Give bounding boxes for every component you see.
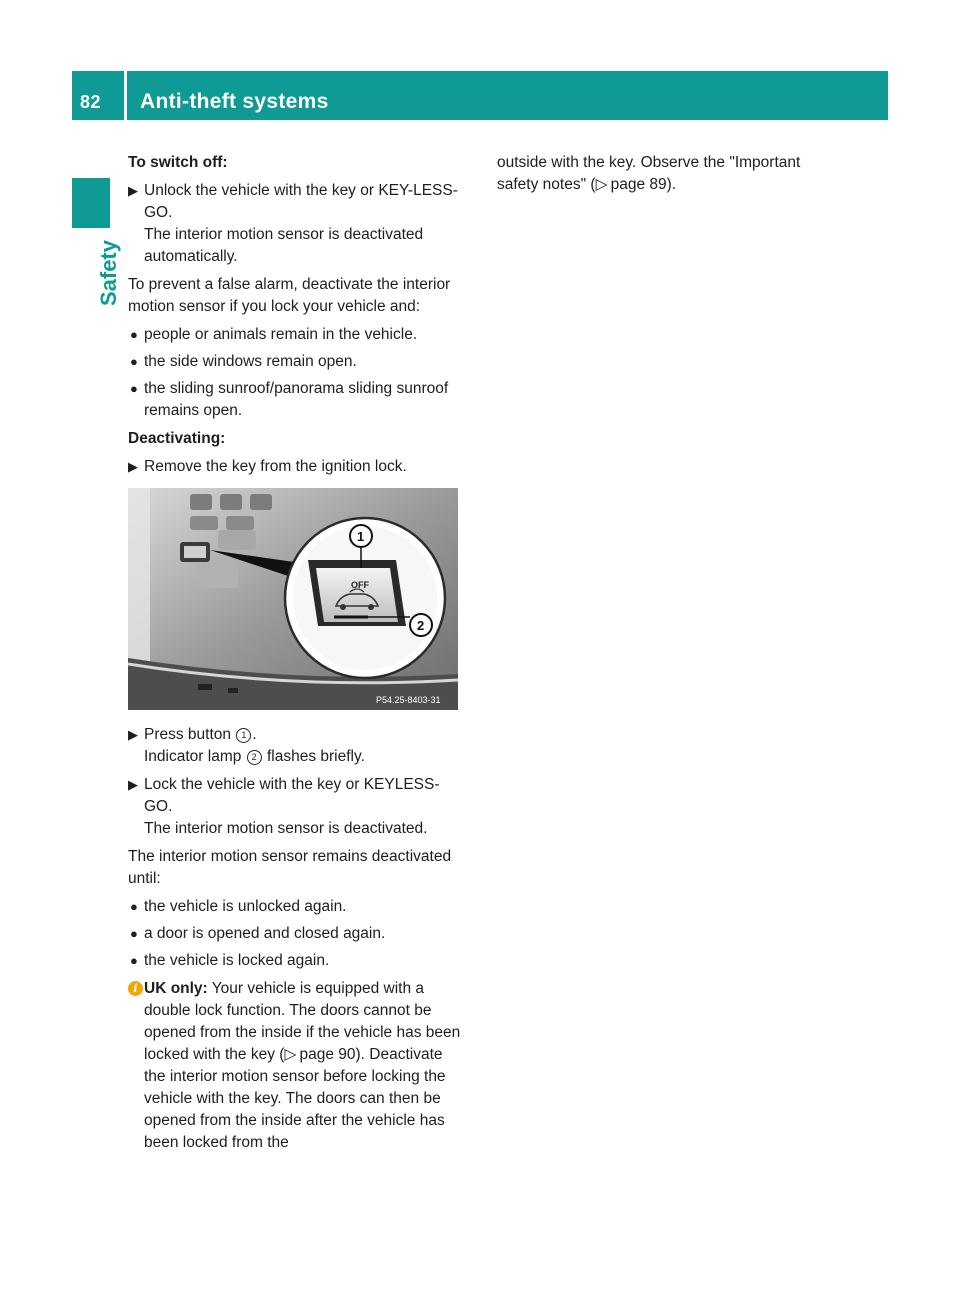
page-ref-arrow-icon: ▷ [595,176,611,193]
bullet-icon: ● [130,953,138,968]
remove-key-step [128,456,463,478]
page-number: 82 [80,92,102,112]
indicator-text: Indicator lamp 2 flashes briefly. [144,748,365,765]
bullet-icon: ● [130,926,138,941]
info-text-2: ). Deactivate the interior motion sensor before locking the vehicle with the key. The doors can then be opened from the inside after the vehicle has been locked from the [144,1046,446,1151]
list-item: ● the vehicle is locked again. [128,950,463,972]
arrow-icon: ▶ [128,727,138,742]
page-ref-arrow-icon: ▷ [284,1046,300,1063]
figure-callout-2: 2 [417,618,425,633]
lock-result: The interior motion sensor is deactivated. [144,820,428,837]
press-button-text: Press button 1 . [144,726,257,743]
right-column [497,152,827,202]
overhead-control-panel-image [128,488,458,710]
list-item: ● a door is opened and closed again. [128,923,463,945]
section-title: Anti-theft systems [140,90,329,113]
side-label-text: Safety [96,240,121,307]
lock-step [128,774,463,840]
safety-notes-page-ref[interactable]: page 89 [610,176,667,193]
bullet-icon: ● [130,899,138,914]
callout-1-ref: 1 [236,728,251,743]
list-item: ● the sliding sunroof/panorama sliding sunroof remains open. [130,380,449,419]
header-divider [124,71,127,120]
list-item: ● the side windows remain open. [128,351,463,373]
list-item: ● people or animals remain in the vehicle. [128,324,463,346]
info-text-1: Your vehicle is equipped with a double lock function. The doors cannot be opened from the inside if the vehicle has been locked with the key ( [144,980,461,1063]
switch-off-heading: To switch off: [128,154,228,171]
lock-step-text: Lock the vehicle with the key or KEYLESS-GO. [144,776,440,815]
bullet-icon: ● [130,327,138,342]
callout-2-ref: 2 [247,750,262,765]
unlock-step [128,180,463,268]
continued-paragraph: outside with the key. Observe the "Important safety notes" (▷ page 89). [497,154,801,193]
figure-code: P54.25-8403-31 [376,695,441,705]
deactivating-heading: Deactivating: [128,430,226,447]
unlock-step-text: Unlock the vehicle with the key or KEY-LESS-GO. [144,182,458,221]
arrow-icon: ▶ [128,459,138,474]
info-icon: i [128,981,143,996]
bullet-icon: ● [130,381,138,396]
press-button-step [128,724,463,768]
side-tab [72,178,110,228]
arrow-icon: ▶ [128,183,138,198]
list-item: ● the vehicle is unlocked again. [128,896,463,918]
arrow-icon: ▶ [128,777,138,792]
info-note [128,978,463,1154]
info-label: UK only: [144,980,208,997]
bullet-icon: ● [130,354,138,369]
left-column [128,152,463,1154]
remains-paragraph: The interior motion sensor remains deactivated until: [128,848,452,887]
remove-key-text: Remove the key from the ignition lock. [144,458,407,475]
figure-button-text: OFF [351,580,369,590]
false-alarm-paragraph: To prevent a false alarm, deactivate the interior motion sensor if you lock your vehicle and: [128,276,451,315]
info-page-ref[interactable]: page 90 [299,1046,356,1063]
figure-callout-1: 1 [357,529,365,544]
unlock-result: The interior motion sensor is deactivated automatically. [144,226,424,265]
